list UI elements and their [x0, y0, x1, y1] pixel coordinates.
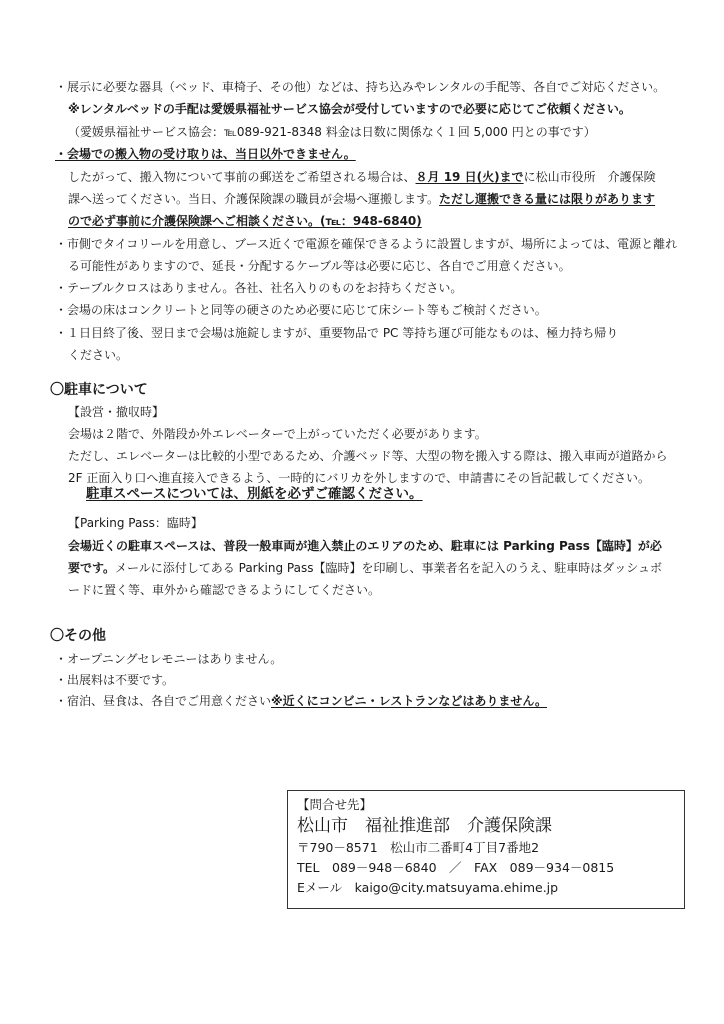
other-lodging-warning: ※近くにコンビニ・レストランなどはありません。 [271, 694, 548, 708]
parking-setup-text-2: ただし、エレベーターは比較的小型であるため、介護ベッド等、大型の物を搬入する際は、搬入車両が道路から [68, 449, 668, 463]
item-tablecloth: ・テーブルクロスはありません。各社、社名入りのものをお持ちください。 [55, 281, 463, 295]
parking-setup-text-3: 2F 正面入り口へ進直接入できるよう、一時的にバリカを外しますので、申請書にその旨記載してください。 [68, 471, 650, 485]
note-welfare-contact: （愛媛県福祉サービス協会：℡089-921-8348 料金は日数に関係なく１回 5,000 円との事です） [68, 125, 596, 139]
delivery-line-1 [68, 169, 656, 185]
contact-organization: 松山市 福祉推進部 介護保険課 [297, 816, 552, 836]
other-lodging-text: ・宿泊、昼食は、各自でご用意ください [55, 694, 272, 708]
contact-label: 【問合せ先】 [297, 797, 373, 812]
parking-pass-text-1: 会場近くの駐車スペースは、普段一般車両が進入禁止のエリアのため、駐車には Parking Pass【臨時】が必 [68, 539, 662, 553]
contact-address: 〒790－8571 松山市二番町4丁目7番地2 [297, 840, 540, 855]
delivery-limit-warning: ただし運搬できる量には限りがあります [439, 192, 656, 206]
delivery-text-3: 課へ送ってください。当日、介護保険課の職員が会場へ運搬します。 [68, 192, 440, 206]
item-power-reel: ・市側でタイコリールを用意し、ブース近くで電源を確保できるように設置しますが、場所によっては、電源と離れ [55, 237, 678, 251]
parking-pass-required: 要です。 [68, 561, 116, 575]
item-equipment: ・展示に必要な器具（ベッド、車椅子、その他）などは、持ち込みやレンタルの手配等、各自でご対応ください。 [55, 80, 666, 94]
item-security-cont: ください。 [68, 348, 129, 362]
other-item-ceremony: ・オープニングセレモニーはありません。 [55, 652, 283, 666]
item-security: ・１日目終了後、翌日まで会場は施錠しますが、重要物品で PC 等持ち運び可能なものは、極力持ち帰り [55, 326, 619, 340]
parking-setup-subheading: 【設営・撤収時】 [68, 405, 165, 419]
delivery-text-1: したがって、搬入物について事前の郵送をご希望される場合は、 [68, 170, 416, 184]
parking-pass-subheading: 【Parking Pass：臨時】 [68, 516, 203, 530]
contact-phone-fax: TEL 089－948－6840 ／ FAX 089－934－0815 [297, 860, 615, 875]
item-power-reel-cont: る可能性がありますので、延長・分配するケーブル等は必要に応じ、各自でご用意ください。 [68, 259, 571, 273]
parking-setup-text-1: 会場は２階で、外階段か外エレベーターで上がっていただく必要があります。 [68, 427, 487, 441]
contact-box [287, 790, 685, 909]
parking-pass-text-3: ードに置く等、車外から確認できるようにしてください。 [68, 583, 381, 597]
other-heading: 〇その他 [50, 628, 106, 644]
contact-email[interactable]: Eメール kaigo@city.matsuyama.ehime.jp [297, 880, 559, 895]
parking-notice: 駐車スペースについては、別紙を必ずご確認ください。 [86, 486, 423, 502]
parking-pass-text-2: メールに添付してある Parking Pass【臨時】を印刷し、事業者名を記入のうえ、駐車時はダッシュボ [115, 561, 662, 575]
item-floor: ・会場の床はコンクリートと同等の硬さのため必要に応じて床シート等もご検討ください。 [55, 303, 547, 317]
item-delivery-warning: ・会場での搬入物の受け取りは、当日以外できません。 [55, 147, 356, 161]
delivery-line-2 [68, 191, 655, 207]
delivery-consult: ので必ず事前に介護保険課へご相談ください。(℡：948-6840) [68, 214, 422, 228]
other-item-lodging [55, 693, 547, 709]
note-rental-bed: ※レンタルベッドの手配は愛媛県福祉サービス協会が受付していますので必要に応じてご依頼ください。 [68, 102, 631, 116]
delivery-deadline: ８月 19 日(火)まで [415, 170, 524, 184]
other-item-fee: ・出展料は不要です。 [55, 673, 175, 687]
delivery-text-2: に松山市役所 介護保険 [523, 170, 656, 184]
parking-heading: 〇駐車について [50, 382, 148, 398]
parking-pass-line-2 [68, 560, 662, 576]
